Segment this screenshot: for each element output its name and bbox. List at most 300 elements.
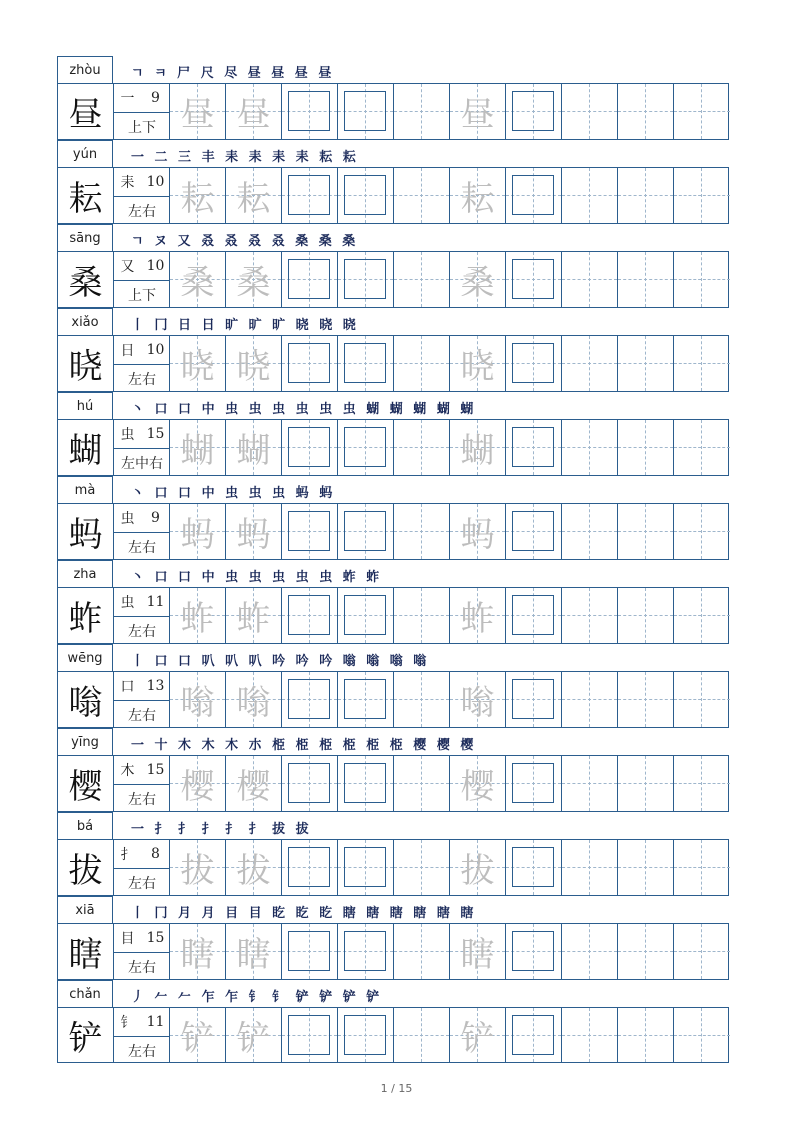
stroke-count: 10 — [146, 258, 165, 274]
pinyin-row — [57, 896, 729, 923]
structure: 左右 — [114, 616, 170, 644]
practice-sheet — [57, 56, 729, 1064]
inner-square — [288, 259, 330, 299]
trace-character: 瞎 — [236, 935, 271, 975]
trace-character: 晓 — [236, 347, 271, 387]
trace-character: 桑 — [460, 263, 495, 303]
inner-square — [344, 1015, 386, 1055]
trace-character: 耘 — [180, 179, 215, 219]
character-info — [114, 924, 170, 979]
character-info — [114, 756, 170, 811]
stroke-count: 10 — [146, 342, 165, 358]
trace-character: 昼 — [460, 95, 495, 135]
structure: 左右 — [114, 532, 170, 560]
practice-cell[interactable] — [506, 504, 562, 559]
inner-square — [512, 847, 554, 887]
model-character: 蚱 — [58, 588, 114, 643]
practice-cell[interactable] — [226, 252, 282, 307]
inner-square — [512, 343, 554, 383]
practice-cell[interactable] — [170, 588, 226, 643]
practice-cell[interactable] — [618, 672, 674, 727]
practice-cell[interactable] — [562, 84, 618, 139]
radical: 钅 — [120, 1015, 135, 1031]
practice-cell[interactable] — [506, 924, 562, 979]
practice-cell[interactable] — [450, 924, 506, 979]
inner-square — [512, 1015, 554, 1055]
character-block — [57, 392, 729, 476]
practice-cell[interactable] — [450, 672, 506, 727]
trace-character: 蝴 — [236, 431, 271, 471]
practice-cell[interactable] — [226, 756, 282, 811]
practice-cell[interactable] — [674, 252, 730, 307]
structure: 左右 — [114, 784, 170, 812]
writing-grid — [57, 335, 729, 392]
inner-square — [512, 511, 554, 551]
writing-grid — [57, 587, 729, 644]
practice-cell[interactable] — [674, 924, 730, 979]
practice-cell[interactable] — [674, 1008, 730, 1062]
pinyin-row — [57, 476, 729, 503]
stroke-count: 10 — [146, 174, 165, 190]
practice-cell[interactable] — [394, 252, 450, 307]
inner-square — [288, 175, 330, 215]
structure: 左中右 — [114, 448, 170, 476]
practice-cell[interactable] — [562, 1008, 618, 1062]
practice-cell[interactable] — [226, 504, 282, 559]
practice-cell[interactable] — [618, 924, 674, 979]
structure: 左右 — [114, 868, 170, 896]
character-block — [57, 644, 729, 728]
practice-cell[interactable] — [562, 504, 618, 559]
practice-cell[interactable] — [394, 840, 450, 895]
trace-character: 铲 — [180, 1018, 215, 1059]
trace-character: 蚱 — [460, 599, 495, 639]
practice-cell[interactable] — [226, 672, 282, 727]
practice-cell[interactable] — [282, 252, 338, 307]
practice-cell[interactable] — [618, 420, 674, 475]
practice-cell[interactable] — [170, 756, 226, 811]
inner-square — [512, 679, 554, 719]
model-character: 蚂 — [58, 504, 114, 559]
practice-cell[interactable] — [170, 84, 226, 139]
practice-cell[interactable] — [674, 756, 730, 811]
trace-character: 拔 — [180, 851, 215, 891]
pinyin-label: bá — [57, 812, 113, 839]
practice-cell[interactable] — [338, 924, 394, 979]
practice-cell[interactable] — [618, 504, 674, 559]
practice-cell[interactable] — [450, 1008, 506, 1062]
practice-cell[interactable] — [282, 336, 338, 391]
practice-cell[interactable] — [338, 588, 394, 643]
model-character: 瞎 — [58, 924, 114, 979]
practice-cell[interactable] — [394, 588, 450, 643]
character-info — [114, 420, 170, 475]
radical: 耒 — [120, 175, 135, 191]
character-info — [114, 1008, 170, 1062]
practice-cell[interactable] — [506, 840, 562, 895]
trace-character: 昼 — [180, 95, 215, 135]
trace-character: 铲 — [236, 1018, 271, 1059]
practice-cell[interactable] — [282, 840, 338, 895]
trace-character: 蚱 — [180, 599, 215, 639]
trace-character: 耘 — [460, 179, 495, 219]
inner-square — [344, 847, 386, 887]
trace-character: 蚂 — [180, 515, 215, 555]
practice-cell[interactable] — [226, 336, 282, 391]
practice-cell[interactable] — [338, 84, 394, 139]
inner-square — [288, 847, 330, 887]
practice-cell[interactable] — [170, 504, 226, 559]
inner-square — [344, 511, 386, 551]
stroke-order: 丶 口 口 中 虫 虫 虫 蚂 蚂 — [131, 486, 336, 501]
practice-cell[interactable] — [506, 168, 562, 223]
pinyin-row — [57, 560, 729, 587]
pinyin-label: xiǎo — [57, 308, 113, 335]
practice-cell[interactable] — [618, 588, 674, 643]
practice-cell[interactable] — [506, 756, 562, 811]
practice-cell[interactable] — [506, 588, 562, 643]
trace-character: 嗡 — [236, 683, 271, 723]
trace-character: 樱 — [180, 767, 215, 807]
pinyin-label: xiā — [57, 896, 113, 923]
practice-cell[interactable] — [562, 336, 618, 391]
stroke-order: 丶 口 口 中 虫 虫 虫 虫 虫 蚱 蚱 — [131, 570, 383, 585]
inner-square — [512, 175, 554, 215]
pinyin-label: wēng — [57, 644, 113, 671]
inner-square — [344, 595, 386, 635]
trace-character: 嗡 — [460, 683, 495, 723]
pinyin-label: chǎn — [57, 980, 113, 1007]
character-block — [57, 224, 729, 308]
practice-cell[interactable] — [674, 504, 730, 559]
practice-cell[interactable] — [562, 420, 618, 475]
inner-square — [288, 595, 330, 635]
stroke-count: 9 — [151, 90, 160, 106]
stroke-order: 丨 口 口 叭 叭 叭 吟 吟 吟 嗡 嗡 嗡 嗡 — [131, 654, 430, 669]
radical: 扌 — [120, 847, 135, 863]
practice-cell[interactable] — [394, 1008, 450, 1062]
stroke-order: 丶 口 口 中 虫 虫 虫 虫 虫 虫 蝴 蝴 蝴 蝴 蝴 — [131, 402, 477, 417]
inner-square — [288, 931, 330, 971]
stroke-order: 一 十 木 木 木 朩 栕 栕 栕 栕 栕 栕 樱 樱 樱 — [131, 738, 477, 753]
stroke-count: 15 — [146, 426, 165, 442]
inner-square — [512, 91, 554, 131]
pinyin-row — [57, 56, 729, 83]
practice-cell[interactable] — [674, 588, 730, 643]
practice-cell[interactable] — [562, 168, 618, 223]
inner-square — [344, 259, 386, 299]
practice-cell[interactable] — [506, 672, 562, 727]
pinyin-row — [57, 812, 729, 839]
character-info — [114, 588, 170, 643]
writing-grid — [57, 503, 729, 560]
character-block — [57, 308, 729, 392]
inner-square — [344, 763, 386, 803]
trace-character: 蚱 — [236, 599, 271, 639]
inner-square — [344, 427, 386, 467]
radical: 口 — [120, 679, 135, 695]
practice-cell[interactable] — [338, 672, 394, 727]
stroke-order: 丨 冂 月 月 目 目 盵 盵 盵 瞎 瞎 瞎 瞎 瞎 瞎 — [131, 906, 477, 921]
radical: 木 — [120, 763, 135, 779]
practice-cell[interactable] — [506, 336, 562, 391]
inner-square — [512, 595, 554, 635]
practice-cell[interactable] — [618, 168, 674, 223]
pinyin-label: sāng — [57, 224, 113, 251]
pinyin-row — [57, 980, 729, 1007]
inner-square — [288, 427, 330, 467]
practice-cell[interactable] — [450, 840, 506, 895]
structure: 左右 — [114, 196, 170, 224]
practice-cell[interactable] — [394, 756, 450, 811]
inner-square — [344, 175, 386, 215]
practice-cell[interactable] — [674, 84, 730, 139]
practice-cell[interactable] — [618, 84, 674, 139]
practice-cell[interactable] — [282, 672, 338, 727]
pinyin-label: yīng — [57, 728, 113, 755]
trace-character: 嗡 — [180, 683, 215, 723]
trace-character: 樱 — [236, 767, 271, 807]
practice-cell[interactable] — [226, 168, 282, 223]
trace-character: 铲 — [460, 1018, 495, 1059]
pinyin-label: zhòu — [57, 56, 113, 83]
model-character: 铲 — [58, 1008, 114, 1062]
practice-cell[interactable] — [170, 840, 226, 895]
practice-cell[interactable] — [394, 672, 450, 727]
practice-cell[interactable] — [338, 168, 394, 223]
character-info — [114, 336, 170, 391]
practice-cell[interactable] — [674, 840, 730, 895]
practice-cell[interactable] — [226, 1008, 282, 1062]
page-number: 1 / 15 — [380, 1082, 413, 1095]
practice-cell[interactable] — [674, 672, 730, 727]
trace-character: 晓 — [460, 347, 495, 387]
structure: 左右 — [114, 700, 170, 728]
practice-cell[interactable] — [618, 840, 674, 895]
practice-cell[interactable] — [562, 756, 618, 811]
character-block — [57, 140, 729, 224]
model-character: 桑 — [58, 252, 114, 307]
pinyin-label: hú — [57, 392, 113, 419]
practice-cell[interactable] — [338, 252, 394, 307]
trace-character: 拔 — [460, 851, 495, 891]
radical: 目 — [120, 931, 135, 947]
practice-cell[interactable] — [170, 420, 226, 475]
writing-grid — [57, 671, 729, 728]
inner-square — [344, 679, 386, 719]
trace-character: 晓 — [180, 347, 215, 387]
practice-cell[interactable] — [618, 252, 674, 307]
writing-grid — [57, 167, 729, 224]
practice-cell[interactable] — [338, 336, 394, 391]
model-character: 昼 — [58, 84, 114, 139]
writing-grid — [57, 755, 729, 812]
practice-cell[interactable] — [338, 756, 394, 811]
model-character: 晓 — [58, 336, 114, 391]
trace-character: 蚂 — [236, 515, 271, 555]
inner-square — [512, 259, 554, 299]
structure: 上下 — [114, 280, 170, 308]
practice-cell[interactable] — [170, 252, 226, 307]
practice-cell[interactable] — [674, 336, 730, 391]
model-character: 嗡 — [58, 672, 114, 727]
inner-square — [288, 679, 330, 719]
practice-cell[interactable] — [170, 168, 226, 223]
model-character: 拔 — [58, 840, 114, 895]
radical: 又 — [120, 259, 135, 275]
pinyin-row — [57, 728, 729, 755]
practice-cell[interactable] — [394, 504, 450, 559]
practice-cell[interactable] — [282, 588, 338, 643]
character-info — [114, 504, 170, 559]
practice-cell[interactable] — [562, 672, 618, 727]
character-info — [114, 168, 170, 223]
practice-cell[interactable] — [282, 168, 338, 223]
practice-cell[interactable] — [282, 924, 338, 979]
practice-cell[interactable] — [394, 84, 450, 139]
practice-cell[interactable] — [450, 504, 506, 559]
stroke-order: 一 扌 扌 扌 扌 扌 拔 拔 — [131, 822, 312, 837]
practice-cell[interactable] — [506, 1008, 562, 1062]
practice-cell[interactable] — [394, 168, 450, 223]
stroke-order: ㄱ ヌ 又 叒 叒 叒 叒 桑 桑 桑 — [131, 234, 359, 249]
practice-cell[interactable] — [674, 168, 730, 223]
practice-cell[interactable] — [506, 252, 562, 307]
practice-cell[interactable] — [618, 756, 674, 811]
practice-cell[interactable] — [170, 672, 226, 727]
radical: 虫 — [120, 427, 135, 443]
practice-cell[interactable] — [282, 84, 338, 139]
stroke-order: 一 二 三 丰 耒 耒 耒 耒 耘 耘 — [131, 150, 359, 165]
practice-cell[interactable] — [450, 84, 506, 139]
pinyin-row — [57, 392, 729, 419]
practice-cell[interactable] — [450, 252, 506, 307]
practice-cell[interactable] — [338, 504, 394, 559]
character-block — [57, 476, 729, 560]
character-info — [114, 672, 170, 727]
structure: 左右 — [114, 1036, 170, 1064]
practice-cell[interactable] — [170, 1008, 226, 1062]
inner-square — [512, 763, 554, 803]
stroke-count: 9 — [151, 510, 160, 526]
practice-cell[interactable] — [394, 336, 450, 391]
practice-cell[interactable] — [338, 1008, 394, 1062]
inner-square — [512, 931, 554, 971]
trace-character: 桑 — [236, 263, 271, 303]
inner-square — [344, 343, 386, 383]
pinyin-row — [57, 140, 729, 167]
practice-cell[interactable] — [170, 336, 226, 391]
structure: 左右 — [114, 364, 170, 392]
trace-character: 耘 — [236, 179, 271, 219]
practice-cell[interactable] — [450, 756, 506, 811]
practice-cell[interactable] — [450, 168, 506, 223]
practice-cell[interactable] — [282, 1008, 338, 1062]
inner-square — [288, 763, 330, 803]
trace-character: 瞎 — [180, 935, 215, 975]
pinyin-row — [57, 644, 729, 671]
trace-character: 昼 — [236, 95, 271, 135]
practice-cell[interactable] — [338, 840, 394, 895]
stroke-count: 13 — [146, 678, 165, 694]
practice-cell[interactable] — [450, 588, 506, 643]
inner-square — [288, 511, 330, 551]
inner-square — [512, 427, 554, 467]
inner-square — [288, 343, 330, 383]
inner-square — [344, 931, 386, 971]
practice-cell[interactable] — [674, 420, 730, 475]
practice-cell[interactable] — [562, 924, 618, 979]
practice-cell[interactable] — [282, 504, 338, 559]
character-block — [57, 56, 729, 140]
practice-cell[interactable] — [338, 420, 394, 475]
model-character: 耘 — [58, 168, 114, 223]
stroke-count: 11 — [146, 1014, 165, 1030]
pinyin-label: yún — [57, 140, 113, 167]
character-info — [114, 840, 170, 895]
model-character: 蝴 — [58, 420, 114, 475]
character-block — [57, 812, 729, 896]
practice-cell[interactable] — [226, 420, 282, 475]
radical: 虫 — [120, 511, 135, 527]
stroke-order: 丿 𠂉 𠂉 乍 乍 钅 钅 铲 铲 铲 铲 — [131, 990, 383, 1005]
writing-grid — [57, 1007, 729, 1063]
practice-cell[interactable] — [226, 924, 282, 979]
radical: 虫 — [120, 595, 135, 611]
writing-grid — [57, 923, 729, 980]
character-info — [114, 252, 170, 307]
practice-cell[interactable] — [226, 588, 282, 643]
practice-cell[interactable] — [506, 84, 562, 139]
writing-grid — [57, 839, 729, 896]
practice-cell[interactable] — [562, 588, 618, 643]
writing-grid — [57, 251, 729, 308]
character-info — [114, 84, 170, 139]
pinyin-row — [57, 308, 729, 335]
trace-character: 拔 — [236, 851, 271, 891]
practice-cell[interactable] — [226, 84, 282, 139]
stroke-order: ㄱ ㅋ 尸 尺 尽 昼 昼 昼 昼 — [131, 66, 335, 81]
writing-grid — [57, 419, 729, 476]
pinyin-row — [57, 224, 729, 251]
practice-cell[interactable] — [282, 420, 338, 475]
practice-cell[interactable] — [618, 1008, 674, 1062]
practice-cell[interactable] — [562, 252, 618, 307]
practice-cell[interactable] — [226, 840, 282, 895]
practice-cell[interactable] — [394, 924, 450, 979]
practice-cell[interactable] — [618, 336, 674, 391]
character-block — [57, 728, 729, 812]
inner-square — [344, 91, 386, 131]
practice-cell[interactable] — [506, 420, 562, 475]
practice-cell[interactable] — [450, 336, 506, 391]
pinyin-label: zha — [57, 560, 113, 587]
practice-cell[interactable] — [562, 840, 618, 895]
practice-cell[interactable] — [394, 420, 450, 475]
radical: 日 — [120, 343, 135, 359]
practice-cell[interactable] — [450, 420, 506, 475]
practice-cell[interactable] — [282, 756, 338, 811]
stroke-count: 8 — [151, 846, 160, 862]
model-character: 樱 — [58, 756, 114, 811]
practice-cell[interactable] — [170, 924, 226, 979]
radical: 一 — [120, 91, 135, 107]
stroke-count: 11 — [146, 594, 165, 610]
stroke-count: 15 — [146, 930, 165, 946]
stroke-count: 15 — [146, 762, 165, 778]
stroke-order: 丨 冂 日 日 旷 旷 旷 晓 晓 晓 — [131, 318, 359, 333]
writing-grid — [57, 83, 729, 140]
